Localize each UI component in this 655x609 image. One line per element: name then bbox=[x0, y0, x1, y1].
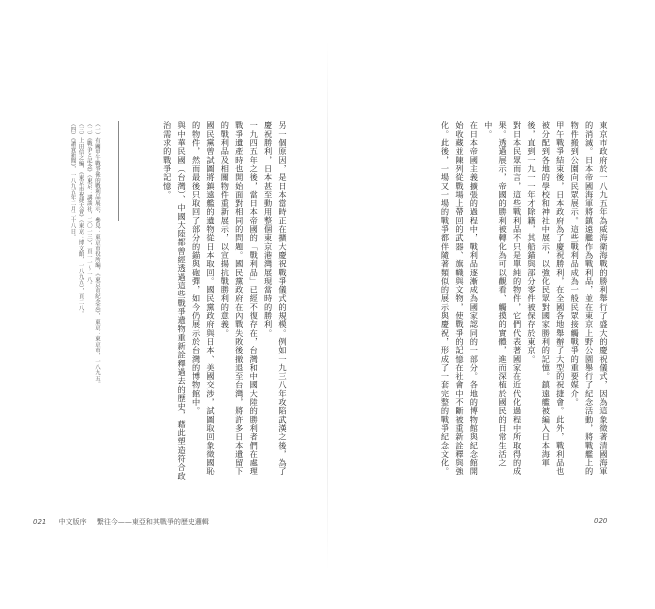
paragraph: 國民黨曾試圖將鎮遠艦的遺物從日本取回。國民黨政府與日本、美國交涉，試圖取回象徵國恥的物件，然而最後只取回了部分的錨與砲彈，如今仍展示於台灣的博物館中。 bbox=[191, 121, 216, 476]
page-number-left: 021 bbox=[33, 518, 47, 526]
paragraph: 對日本民眾而言，這些戰利品不只是單純的物件，它們代表著國家在近代化過程中所取得的成果。透過展示，帝國的勝利被轉化為可以觀看、觸摸的實體，進而深植於國民的日常生活之中。 bbox=[483, 121, 523, 476]
endnote: （三）上田信之編，《東京市祝捷大會》（東京：博文館，一八九五），頁二八。 bbox=[77, 121, 84, 317]
running-head-title: 繫往今——東亞和其戰爭的歷史邏輯 bbox=[96, 518, 209, 526]
page-gutter bbox=[327, 40, 328, 570]
running-head-series: 中文版序 bbox=[58, 518, 87, 526]
endnote: （一）有關甲午戰爭後的戰利品展示，參見：東京市役所編，《東京市紀念志》，東京：東京市，一八九五。 bbox=[94, 121, 100, 387]
endnote: （二）《戰争と記念》（東京：講談社，二〇一三），頁一一～一八。 bbox=[85, 121, 92, 289]
paragraph: 與中華民國（台灣）、中國大陸都曾經透過這些戰爭遺物重新詮釋過去的歷史，藉此塑造符合政治需求的戰爭記憶。 bbox=[162, 121, 188, 481]
page-number-right: 020 bbox=[594, 517, 608, 525]
paragraph: 東京市政府於一八九五年為威海衛海戰的勝利舉行了盛大的慶祝儀式，因為這象徵著清國海軍的消滅。日本帝國海軍將鎮遠艦作為戰利品，並在東京上野公園舉行了紀念活動，將戰艦上的物件搬到公園向民眾展示。這些戰利品成為一般民眾接觸戰爭的重要媒介。 bbox=[570, 121, 609, 476]
endnotes bbox=[33, 121, 101, 421]
paragraph: 甲午戰爭結束後，日本政府為了慶祝勝利，在全國各地舉辦了大型的祝捷會。此外，戰利品也被分配到各地的學校和神社中展示，以強化民眾對國家勝利的記憶。鎮遠艦被編入日本海軍後，直到一九一一年才除籍，其船錨與部分零件被保存於東京。 bbox=[526, 121, 566, 476]
paragraph: 一九四五年之後，當日本帝國的「戰利品」已經不復存在，台灣和中國大陸的勝利者們在處理戰爭遺產時也開始面對相同的問題。國民黨政府在內戰失敗後撤退至台灣，將許多日本遺留下的戰利品及相關物件重新展示，以宣揚抗戰勝利的意義。 bbox=[220, 121, 260, 476]
right-page-body bbox=[347, 121, 611, 481]
paragraph: 在日本帝國主義擴張的過程中，戰利品逐漸成為國家認同的一部分。各地的博物館與紀念館開始收藏並陳列從戰場上帶回的武器、旗幟與文物，使戰爭的記憶在社會中不斷被重新詮釋與強化。此後，一場又一場的戰爭都伴隨著類似的展示與慶祝，形成了一套完整的戰爭紀念文化。 bbox=[440, 121, 480, 476]
paragraph: 另一個原因，是日本當時正在擴大慶祝戰爭儀式的規模。例如一九三八年攻陷武漢之後，為了慶祝勝利，日本甚至動用整個東京港灣展現當時的勝利。 bbox=[263, 121, 288, 476]
left-page-body bbox=[144, 121, 290, 481]
notes-divider bbox=[118, 121, 119, 221]
endnote: （四）《讀賣新聞》，一八九五年二月二十八日。 bbox=[69, 121, 76, 240]
left-folio bbox=[33, 517, 209, 527]
